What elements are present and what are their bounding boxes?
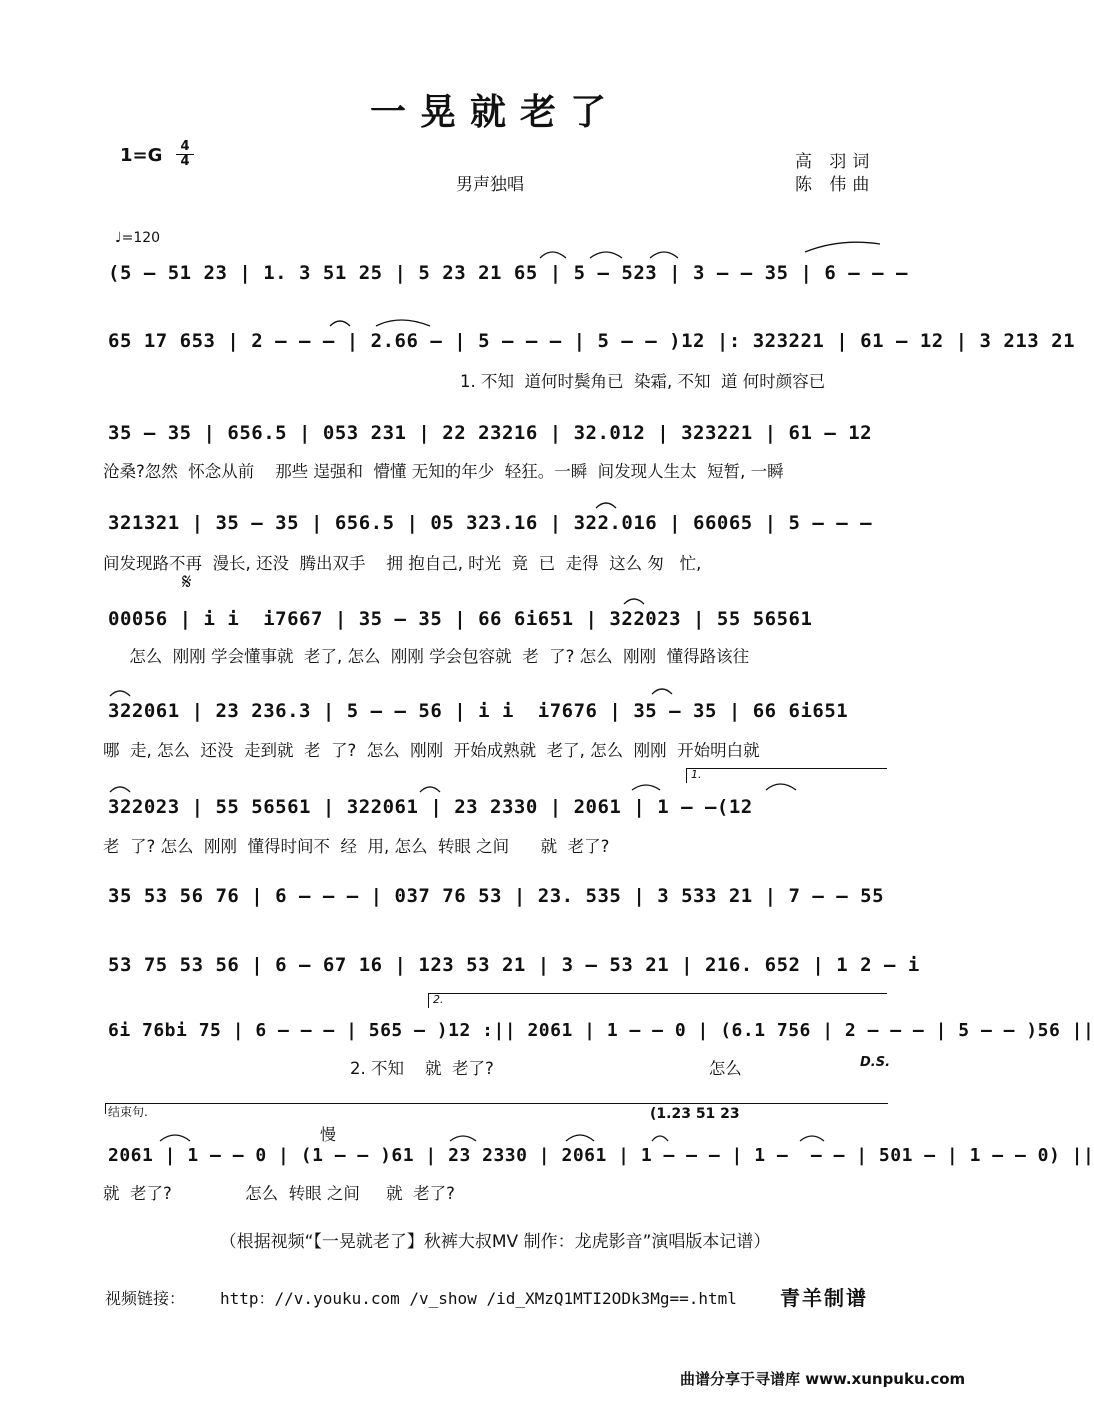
notation-row-5: 00056 | i i i7667 | 35 – 35 | 66 6i651 | 322023 | 55 56561 bbox=[108, 608, 813, 630]
lyric-row-10: 2. 不知 就 老了? 怎么 bbox=[350, 1059, 742, 1078]
ending-ossia: (1.23 51 23 bbox=[650, 1106, 740, 1122]
tempo-slow: 慢 bbox=[320, 1125, 337, 1144]
meter-bottom: 4 bbox=[180, 154, 190, 169]
slur-2 bbox=[590, 252, 622, 258]
notation-row-10: 6i 76bi 75 | 6 – – – | 565 – )12 :|| 2061 | 1 – – 0 | (6.1 756 | 2 – – – | 5 – – )56 || bbox=[108, 1020, 1094, 1041]
tempo-mark: ♩=120 bbox=[115, 230, 161, 246]
video-link-url[interactable]: http：//v.youku.com /v_show /id_XMzQ1MTI2ODk3Mg==.html bbox=[220, 1289, 737, 1308]
slur-7 bbox=[596, 503, 616, 508]
slur-10 bbox=[652, 689, 672, 694]
slur-16 bbox=[450, 1136, 476, 1141]
slur-1 bbox=[540, 252, 566, 258]
score-title: 一晃就老了 bbox=[369, 91, 620, 133]
notation-row-7: 322023 | 55 56561 | 322061 | 23 2330 | 2061 | 1 – –(12 bbox=[108, 796, 753, 818]
lyric-row-2: 1. 不知 道何时鬓角已 染霜, 不知 道 何时颜容已 bbox=[460, 372, 826, 391]
meter-top: 4 bbox=[176, 140, 194, 155]
slur-13 bbox=[632, 785, 660, 790]
notation-row-6: 322061 | 23 236.3 | 5 – – 56 | i i i7676 | 35 – 35 | 66 6i651 bbox=[108, 700, 849, 722]
slur-6 bbox=[376, 320, 430, 326]
slur-11 bbox=[110, 787, 130, 792]
lyric-row-4: 间发现路不再 漫长, 还没 腾出双手 拥 抱自己, 时光 竟 已 走得 这么 匆 忙, bbox=[103, 554, 702, 573]
key-signature: 1=G bbox=[120, 145, 163, 166]
slur-3 bbox=[650, 252, 678, 258]
slur-4 bbox=[805, 242, 880, 252]
lyric-row-7: 老 了? 怎么 刚刚 懂得时间不 经 用, 怎么 转眼 之间 就 老了? bbox=[103, 837, 610, 856]
notation-row-8: 35 53 56 76 | 6 – – – | 037 76 53 | 23. 535 | 3 533 21 | 7 – – 55 bbox=[108, 885, 885, 907]
notation-row-3: 35 – 35 | 656.5 | 053 231 | 22 23216 | 32.012 | 323221 | 61 – 12 bbox=[108, 422, 873, 444]
lyricist-credit: 高 羽词 bbox=[795, 152, 876, 172]
lyric-row-3: 沧桑?忽然 怀念从前 那些 逞强和 懵懂 无知的年少 轻狂。一瞬 间发现人生太 短暂, 一瞬 bbox=[103, 462, 784, 481]
video-link-label: 视频链接： bbox=[105, 1289, 186, 1308]
lyric-row-5: 怎么 刚刚 学会懂事就 老了, 怎么 刚刚 学会包容就 老 了? 怎么 刚刚 懂得路该往 bbox=[103, 647, 750, 666]
lyric-row-6: 哪 走, 怎么 还没 走到就 老 了? 怎么 刚刚 开始成熟就 老了, 怎么 刚刚 开始明白就 bbox=[103, 741, 760, 760]
volta-2-label: 2. bbox=[433, 993, 444, 1006]
slur-9 bbox=[110, 691, 130, 696]
slur-15 bbox=[160, 1135, 190, 1141]
voice-type: 男声独唱 bbox=[456, 175, 524, 195]
notation-row-11: 2061 | 1 – – 0 | (1 – – )61 | 23 2330 | 2061 | 1 – – – | 1 – – – | 501 – | 1 – – 0) || bbox=[108, 1145, 1094, 1166]
slur-5 bbox=[330, 321, 350, 326]
slur-19 bbox=[800, 1136, 824, 1141]
slur-18 bbox=[652, 1136, 668, 1141]
dal-segno-mark: D.S. bbox=[860, 1055, 891, 1070]
ending-label: 结束句. bbox=[108, 1105, 148, 1119]
footer-credit[interactable]: 曲谱分享于寻谱库 www.xunpuku.com bbox=[680, 1370, 966, 1388]
notation-row-4: 321321 | 35 – 35 | 656.5 | 05 323.16 | 322.016 | 66065 | 5 – – – bbox=[108, 512, 873, 534]
transcriber-stamp: 青羊制谱 bbox=[780, 1286, 868, 1310]
notation-row-1: (5 – 51 23 | 1. 3 51 25 | 5 23 21 65 | 5 – 523 | 3 – – 35 | 6 – – – bbox=[108, 262, 908, 284]
lyric-row-11: 就 老了? 怎么 转眼 之间 就 老了? bbox=[103, 1184, 455, 1203]
volta-1-label: 1. bbox=[691, 768, 702, 781]
slur-12 bbox=[420, 787, 440, 792]
notation-row-2: 65 17 653 | 2 – – – | 2.66 – | 5 – – – | 5 – – )12 |: 323221 | 61 – 12 | 3 213 21 bbox=[108, 330, 1076, 352]
slur-17 bbox=[566, 1135, 594, 1141]
notation-row-9: 53 75 53 56 | 6 – 67 16 | 123 53 21 | 3 – 53 21 | 216. 652 | 1 2 – i bbox=[108, 954, 920, 976]
source-note: （根据视频“【一晃就老了】秋裤大叔MV 制作：龙虎影音”演唱版本记谱） bbox=[219, 1232, 771, 1252]
slur-8 bbox=[624, 599, 644, 604]
slur-14 bbox=[766, 784, 796, 790]
composer-credit: 陈 伟曲 bbox=[795, 175, 876, 195]
segno-sign: 𝄋 bbox=[182, 570, 192, 595]
